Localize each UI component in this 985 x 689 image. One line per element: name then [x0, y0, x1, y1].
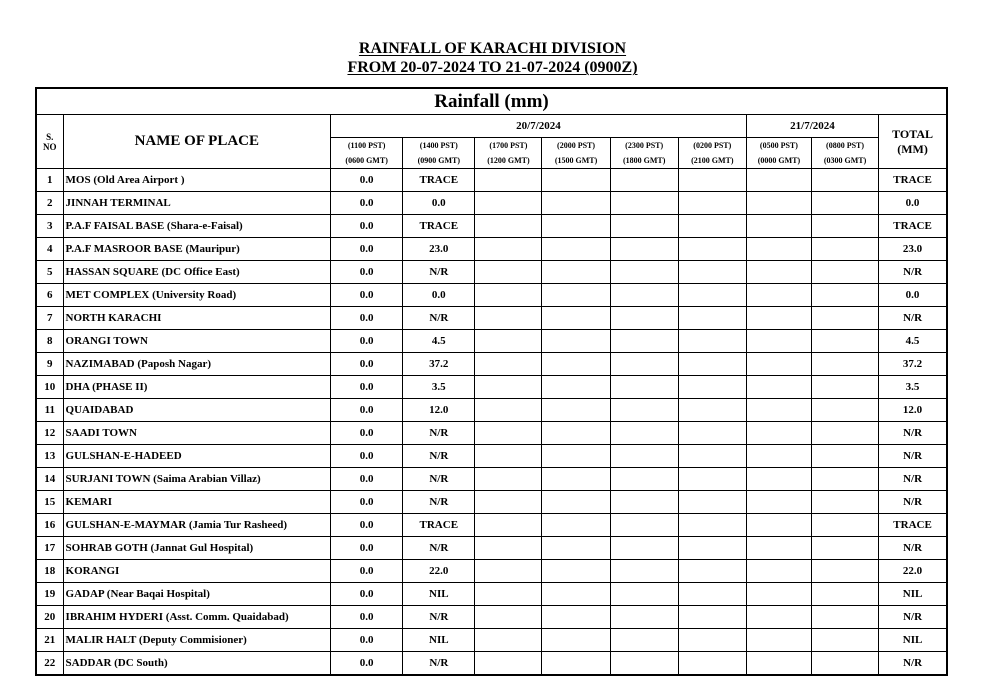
empty-rainfall-cell — [475, 491, 542, 514]
rainfall-0600-gmt-cell: 0.0 — [331, 514, 403, 537]
empty-rainfall-cell — [746, 307, 811, 330]
empty-rainfall-cell — [746, 560, 811, 583]
empty-rainfall-cell — [811, 468, 878, 491]
table-row — [36, 583, 947, 606]
empty-rainfall-cell — [610, 514, 678, 537]
time-column-header — [610, 138, 678, 169]
empty-rainfall-cell — [746, 169, 811, 192]
serial-number-cell: 19 — [36, 583, 63, 606]
empty-rainfall-cell — [475, 399, 542, 422]
rainfall-0900-gmt-cell: 22.0 — [403, 560, 475, 583]
empty-rainfall-cell — [811, 169, 878, 192]
rainfall-0600-gmt-cell: 0.0 — [331, 192, 403, 215]
report-title-block — [0, 39, 985, 77]
rainfall-0900-gmt-cell: NIL — [403, 629, 475, 652]
serial-number-cell: 16 — [36, 514, 63, 537]
total-cell: N/R — [879, 261, 947, 284]
time-gmt: (1200 GMT) — [487, 156, 530, 165]
time-pst: (0200 PST) — [693, 141, 732, 150]
rainfall-0600-gmt-cell: 0.0 — [331, 422, 403, 445]
time-gmt: (0600 GMT) — [345, 156, 388, 165]
report-date-range: FROM 20-07-2024 TO 21-07-2024 (0900Z) — [347, 59, 638, 76]
empty-rainfall-cell — [811, 284, 878, 307]
empty-rainfall-cell — [811, 652, 878, 676]
time-gmt: (0000 GMT) — [757, 156, 801, 165]
empty-rainfall-cell — [610, 422, 678, 445]
empty-rainfall-cell — [475, 468, 542, 491]
empty-rainfall-cell — [678, 261, 746, 284]
rainfall-0600-gmt-cell: 0.0 — [331, 537, 403, 560]
rainfall-0900-gmt-cell: N/R — [403, 468, 475, 491]
place-name-cell: MOS (Old Area Airport ) — [63, 169, 331, 192]
rainfall-0600-gmt-cell: 0.0 — [331, 238, 403, 261]
place-name-cell: ORANGI TOWN — [63, 330, 331, 353]
serial-number-cell: 8 — [36, 330, 63, 353]
table-row — [36, 353, 947, 376]
date-header-2: 21/7/2024 — [746, 115, 878, 138]
rainfall-0600-gmt-cell: 0.0 — [331, 491, 403, 514]
empty-rainfall-cell — [542, 169, 610, 192]
serial-number-cell: 21 — [36, 629, 63, 652]
empty-rainfall-cell — [475, 284, 542, 307]
empty-rainfall-cell — [746, 491, 811, 514]
table-row — [36, 376, 947, 399]
empty-rainfall-cell — [746, 537, 811, 560]
rainfall-0900-gmt-cell: 4.5 — [403, 330, 475, 353]
table-row — [36, 261, 947, 284]
place-name-cell: MALIR HALT (Deputy Commisioner) — [63, 629, 331, 652]
total-cell: N/R — [879, 307, 947, 330]
table-caption: Rainfall (mm) — [36, 88, 947, 115]
total-cell: NIL — [879, 583, 947, 606]
empty-rainfall-cell — [811, 307, 878, 330]
sno-header: S. NO — [36, 115, 63, 169]
serial-number-cell: 20 — [36, 606, 63, 629]
empty-rainfall-cell — [811, 445, 878, 468]
empty-rainfall-cell — [610, 307, 678, 330]
empty-rainfall-cell — [542, 307, 610, 330]
empty-rainfall-cell — [475, 445, 542, 468]
rainfall-0900-gmt-cell: N/R — [403, 445, 475, 468]
empty-rainfall-cell — [542, 330, 610, 353]
empty-rainfall-cell — [542, 560, 610, 583]
table-row — [36, 445, 947, 468]
rainfall-0600-gmt-cell: 0.0 — [331, 376, 403, 399]
empty-rainfall-cell — [610, 192, 678, 215]
empty-rainfall-cell — [811, 560, 878, 583]
rainfall-table — [35, 87, 948, 676]
total-cell: 37.2 — [879, 353, 947, 376]
empty-rainfall-cell — [610, 376, 678, 399]
table-row — [36, 514, 947, 537]
time-gmt: (0300 GMT) — [823, 156, 867, 165]
rainfall-0900-gmt-cell: N/R — [403, 491, 475, 514]
empty-rainfall-cell — [475, 376, 542, 399]
rainfall-0900-gmt-cell: NIL — [403, 583, 475, 606]
place-name-cell: SOHRAB GOTH (Jannat Gul Hospital) — [63, 537, 331, 560]
total-cell: N/R — [879, 468, 947, 491]
place-name-cell: P.A.F MASROOR BASE (Mauripur) — [63, 238, 331, 261]
empty-rainfall-cell — [610, 537, 678, 560]
place-name-cell: NORTH KARACHI — [63, 307, 331, 330]
place-name-cell: GULSHAN-E-HADEED — [63, 445, 331, 468]
place-name-cell: SAADI TOWN — [63, 422, 331, 445]
empty-rainfall-cell — [610, 629, 678, 652]
empty-rainfall-cell — [678, 468, 746, 491]
empty-rainfall-cell — [746, 284, 811, 307]
table-row — [36, 422, 947, 445]
rainfall-0900-gmt-cell: N/R — [403, 307, 475, 330]
empty-rainfall-cell — [811, 238, 878, 261]
time-pst: (0500 PST) — [759, 141, 798, 150]
empty-rainfall-cell — [811, 330, 878, 353]
total-cell: 12.0 — [879, 399, 947, 422]
serial-number-cell: 9 — [36, 353, 63, 376]
empty-rainfall-cell — [475, 353, 542, 376]
rainfall-0900-gmt-cell: 3.5 — [403, 376, 475, 399]
table-row — [36, 537, 947, 560]
empty-rainfall-cell — [610, 445, 678, 468]
rainfall-0600-gmt-cell: 0.0 — [331, 353, 403, 376]
empty-rainfall-cell — [746, 514, 811, 537]
rainfall-0600-gmt-cell: 0.0 — [331, 261, 403, 284]
serial-number-cell: 12 — [36, 422, 63, 445]
empty-rainfall-cell — [610, 284, 678, 307]
table-row — [36, 652, 947, 676]
time-column-header — [331, 138, 403, 169]
table-row — [36, 491, 947, 514]
total-cell: 22.0 — [879, 560, 947, 583]
empty-rainfall-cell — [610, 583, 678, 606]
serial-number-cell: 14 — [36, 468, 63, 491]
empty-rainfall-cell — [746, 376, 811, 399]
serial-number-cell: 18 — [36, 560, 63, 583]
empty-rainfall-cell — [542, 652, 610, 676]
empty-rainfall-cell — [475, 422, 542, 445]
place-name-cell: P.A.F FAISAL BASE (Shara-e-Faisal) — [63, 215, 331, 238]
empty-rainfall-cell — [475, 169, 542, 192]
rainfall-0900-gmt-cell: N/R — [403, 606, 475, 629]
total-cell: N/R — [879, 445, 947, 468]
serial-number-cell: 2 — [36, 192, 63, 215]
serial-number-cell: 10 — [36, 376, 63, 399]
empty-rainfall-cell — [542, 537, 610, 560]
total-cell: NIL — [879, 629, 947, 652]
table-row — [36, 606, 947, 629]
time-gmt: (0900 GMT) — [417, 156, 460, 165]
rainfall-0900-gmt-cell: N/R — [403, 422, 475, 445]
time-pst: (2300 PST) — [625, 141, 664, 150]
table-row — [36, 192, 947, 215]
rainfall-0600-gmt-cell: 0.0 — [331, 468, 403, 491]
rainfall-0900-gmt-cell: N/R — [403, 652, 475, 676]
place-name-cell: MET COMPLEX (University Road) — [63, 284, 331, 307]
empty-rainfall-cell — [746, 629, 811, 652]
rainfall-0600-gmt-cell: 0.0 — [331, 215, 403, 238]
empty-rainfall-cell — [542, 514, 610, 537]
place-name-cell: QUAIDABAD — [63, 399, 331, 422]
rainfall-0600-gmt-cell: 0.0 — [331, 330, 403, 353]
rainfall-0600-gmt-cell: 0.0 — [331, 629, 403, 652]
empty-rainfall-cell — [475, 514, 542, 537]
time-column-header — [746, 138, 811, 169]
time-column-header — [678, 138, 746, 169]
empty-rainfall-cell — [610, 215, 678, 238]
place-name-cell: SADDAR (DC South) — [63, 652, 331, 676]
empty-rainfall-cell — [610, 468, 678, 491]
empty-rainfall-cell — [746, 445, 811, 468]
total-cell: 23.0 — [879, 238, 947, 261]
empty-rainfall-cell — [610, 238, 678, 261]
rainfall-0600-gmt-cell: 0.0 — [331, 169, 403, 192]
rainfall-0600-gmt-cell: 0.0 — [331, 652, 403, 676]
total-cell: N/R — [879, 422, 947, 445]
place-name-cell: NAZIMABAD (Paposh Nagar) — [63, 353, 331, 376]
empty-rainfall-cell — [610, 261, 678, 284]
empty-rainfall-cell — [610, 399, 678, 422]
empty-rainfall-cell — [678, 330, 746, 353]
empty-rainfall-cell — [542, 238, 610, 261]
table-row — [36, 399, 947, 422]
empty-rainfall-cell — [811, 514, 878, 537]
empty-rainfall-cell — [610, 491, 678, 514]
serial-number-cell: 15 — [36, 491, 63, 514]
empty-rainfall-cell — [746, 652, 811, 676]
empty-rainfall-cell — [475, 652, 542, 676]
time-gmt: (1500 GMT) — [554, 156, 598, 165]
rainfall-0600-gmt-cell: 0.0 — [331, 445, 403, 468]
serial-number-cell: 7 — [36, 307, 63, 330]
empty-rainfall-cell — [610, 560, 678, 583]
place-name-header: NAME OF PLACE — [63, 115, 331, 169]
empty-rainfall-cell — [811, 491, 878, 514]
empty-rainfall-cell — [678, 307, 746, 330]
empty-rainfall-cell — [610, 606, 678, 629]
time-pst: (1400 PST) — [419, 141, 458, 150]
empty-rainfall-cell — [746, 261, 811, 284]
place-name-cell: DHA (PHASE II) — [63, 376, 331, 399]
empty-rainfall-cell — [678, 583, 746, 606]
serial-number-cell: 13 — [36, 445, 63, 468]
rainfall-0900-gmt-cell: 12.0 — [403, 399, 475, 422]
total-cell: N/R — [879, 606, 947, 629]
table-row — [36, 215, 947, 238]
rainfall-0900-gmt-cell: TRACE — [403, 514, 475, 537]
empty-rainfall-cell — [678, 606, 746, 629]
total-cell: TRACE — [879, 514, 947, 537]
empty-rainfall-cell — [542, 583, 610, 606]
empty-rainfall-cell — [542, 284, 610, 307]
empty-rainfall-cell — [475, 583, 542, 606]
empty-rainfall-cell — [746, 215, 811, 238]
time-pst: (1100 PST) — [347, 141, 386, 150]
time-pst: (2000 PST) — [557, 141, 596, 150]
table-row — [36, 629, 947, 652]
serial-number-cell: 22 — [36, 652, 63, 676]
table-row — [36, 307, 947, 330]
empty-rainfall-cell — [542, 629, 610, 652]
serial-number-cell: 6 — [36, 284, 63, 307]
empty-rainfall-cell — [542, 215, 610, 238]
empty-rainfall-cell — [610, 652, 678, 676]
rainfall-0600-gmt-cell: 0.0 — [331, 606, 403, 629]
serial-number-cell: 1 — [36, 169, 63, 192]
total-cell: TRACE — [879, 215, 947, 238]
empty-rainfall-cell — [475, 238, 542, 261]
empty-rainfall-cell — [746, 353, 811, 376]
time-column-header — [475, 138, 542, 169]
serial-number-cell: 5 — [36, 261, 63, 284]
rainfall-0900-gmt-cell: 0.0 — [403, 192, 475, 215]
place-name-cell: KORANGI — [63, 560, 331, 583]
empty-rainfall-cell — [746, 330, 811, 353]
empty-rainfall-cell — [811, 606, 878, 629]
empty-rainfall-cell — [678, 353, 746, 376]
rainfall-0900-gmt-cell: 37.2 — [403, 353, 475, 376]
empty-rainfall-cell — [811, 261, 878, 284]
empty-rainfall-cell — [678, 491, 746, 514]
empty-rainfall-cell — [475, 560, 542, 583]
empty-rainfall-cell — [811, 422, 878, 445]
empty-rainfall-cell — [542, 422, 610, 445]
place-name-cell: HASSAN SQUARE (DC Office East) — [63, 261, 331, 284]
report-title: RAINFALL OF KARACHI DIVISION — [358, 40, 627, 57]
total-cell: 0.0 — [879, 284, 947, 307]
place-name-cell: KEMARI — [63, 491, 331, 514]
empty-rainfall-cell — [542, 376, 610, 399]
rainfall-0600-gmt-cell: 0.0 — [331, 284, 403, 307]
empty-rainfall-cell — [542, 606, 610, 629]
empty-rainfall-cell — [746, 422, 811, 445]
total-cell: N/R — [879, 491, 947, 514]
empty-rainfall-cell — [678, 376, 746, 399]
time-column-header — [811, 138, 878, 169]
empty-rainfall-cell — [475, 215, 542, 238]
empty-rainfall-cell — [475, 307, 542, 330]
table-row — [36, 330, 947, 353]
total-cell: N/R — [879, 537, 947, 560]
empty-rainfall-cell — [475, 330, 542, 353]
empty-rainfall-cell — [542, 445, 610, 468]
empty-rainfall-cell — [542, 399, 610, 422]
empty-rainfall-cell — [678, 399, 746, 422]
rainfall-0600-gmt-cell: 0.0 — [331, 399, 403, 422]
empty-rainfall-cell — [610, 330, 678, 353]
empty-rainfall-cell — [475, 261, 542, 284]
time-column-header — [542, 138, 610, 169]
empty-rainfall-cell — [746, 238, 811, 261]
empty-rainfall-cell — [678, 215, 746, 238]
rainfall-0900-gmt-cell: N/R — [403, 261, 475, 284]
rainfall-0600-gmt-cell: 0.0 — [331, 560, 403, 583]
empty-rainfall-cell — [542, 491, 610, 514]
empty-rainfall-cell — [811, 192, 878, 215]
empty-rainfall-cell — [678, 445, 746, 468]
empty-rainfall-cell — [475, 629, 542, 652]
empty-rainfall-cell — [678, 514, 746, 537]
rainfall-0600-gmt-cell: 0.0 — [331, 583, 403, 606]
empty-rainfall-cell — [746, 606, 811, 629]
table-row — [36, 238, 947, 261]
empty-rainfall-cell — [678, 629, 746, 652]
table-row — [36, 284, 947, 307]
rainfall-0900-gmt-cell: 0.0 — [403, 284, 475, 307]
rainfall-0900-gmt-cell: TRACE — [403, 169, 475, 192]
rainfall-0900-gmt-cell: N/R — [403, 537, 475, 560]
empty-rainfall-cell — [542, 261, 610, 284]
empty-rainfall-cell — [678, 537, 746, 560]
time-pst: (1700 PST) — [489, 141, 528, 150]
serial-number-cell: 3 — [36, 215, 63, 238]
rainfall-0900-gmt-cell: TRACE — [403, 215, 475, 238]
empty-rainfall-cell — [475, 537, 542, 560]
rainfall-0600-gmt-cell: 0.0 — [331, 307, 403, 330]
time-gmt: (1800 GMT) — [622, 156, 666, 165]
empty-rainfall-cell — [678, 284, 746, 307]
empty-rainfall-cell — [811, 215, 878, 238]
rainfall-0900-gmt-cell: 23.0 — [403, 238, 475, 261]
serial-number-cell: 4 — [36, 238, 63, 261]
empty-rainfall-cell — [542, 353, 610, 376]
serial-number-cell: 11 — [36, 399, 63, 422]
total-cell: 3.5 — [879, 376, 947, 399]
total-header: TOTAL (MM) — [879, 115, 947, 169]
time-column-header — [403, 138, 475, 169]
table-row — [36, 560, 947, 583]
time-gmt: (2100 GMT) — [691, 156, 734, 165]
place-name-cell: IBRAHIM HYDERI (Asst. Comm. Quaidabad) — [63, 606, 331, 629]
empty-rainfall-cell — [542, 192, 610, 215]
empty-rainfall-cell — [746, 399, 811, 422]
place-name-cell: GULSHAN-E-MAYMAR (Jamia Tur Rasheed) — [63, 514, 331, 537]
empty-rainfall-cell — [678, 560, 746, 583]
empty-rainfall-cell — [811, 353, 878, 376]
place-name-cell: JINNAH TERMINAL — [63, 192, 331, 215]
empty-rainfall-cell — [811, 629, 878, 652]
empty-rainfall-cell — [811, 376, 878, 399]
empty-rainfall-cell — [678, 238, 746, 261]
empty-rainfall-cell — [610, 169, 678, 192]
empty-rainfall-cell — [746, 583, 811, 606]
empty-rainfall-cell — [542, 468, 610, 491]
empty-rainfall-cell — [610, 353, 678, 376]
serial-number-cell: 17 — [36, 537, 63, 560]
total-cell: 4.5 — [879, 330, 947, 353]
empty-rainfall-cell — [678, 169, 746, 192]
empty-rainfall-cell — [475, 606, 542, 629]
empty-rainfall-cell — [678, 422, 746, 445]
date-header-1: 20/7/2024 — [331, 115, 747, 138]
empty-rainfall-cell — [746, 192, 811, 215]
empty-rainfall-cell — [678, 192, 746, 215]
place-name-cell: GADAP (Near Baqai Hospital) — [63, 583, 331, 606]
empty-rainfall-cell — [475, 192, 542, 215]
empty-rainfall-cell — [811, 399, 878, 422]
empty-rainfall-cell — [811, 537, 878, 560]
empty-rainfall-cell — [746, 468, 811, 491]
total-cell: TRACE — [879, 169, 947, 192]
place-name-cell: SURJANI TOWN (Saima Arabian Villaz) — [63, 468, 331, 491]
time-pst: (0800 PST) — [826, 141, 865, 150]
total-cell: N/R — [879, 652, 947, 676]
table-row — [36, 169, 947, 192]
table-row — [36, 468, 947, 491]
total-cell: 0.0 — [879, 192, 947, 215]
empty-rainfall-cell — [678, 652, 746, 676]
empty-rainfall-cell — [811, 583, 878, 606]
